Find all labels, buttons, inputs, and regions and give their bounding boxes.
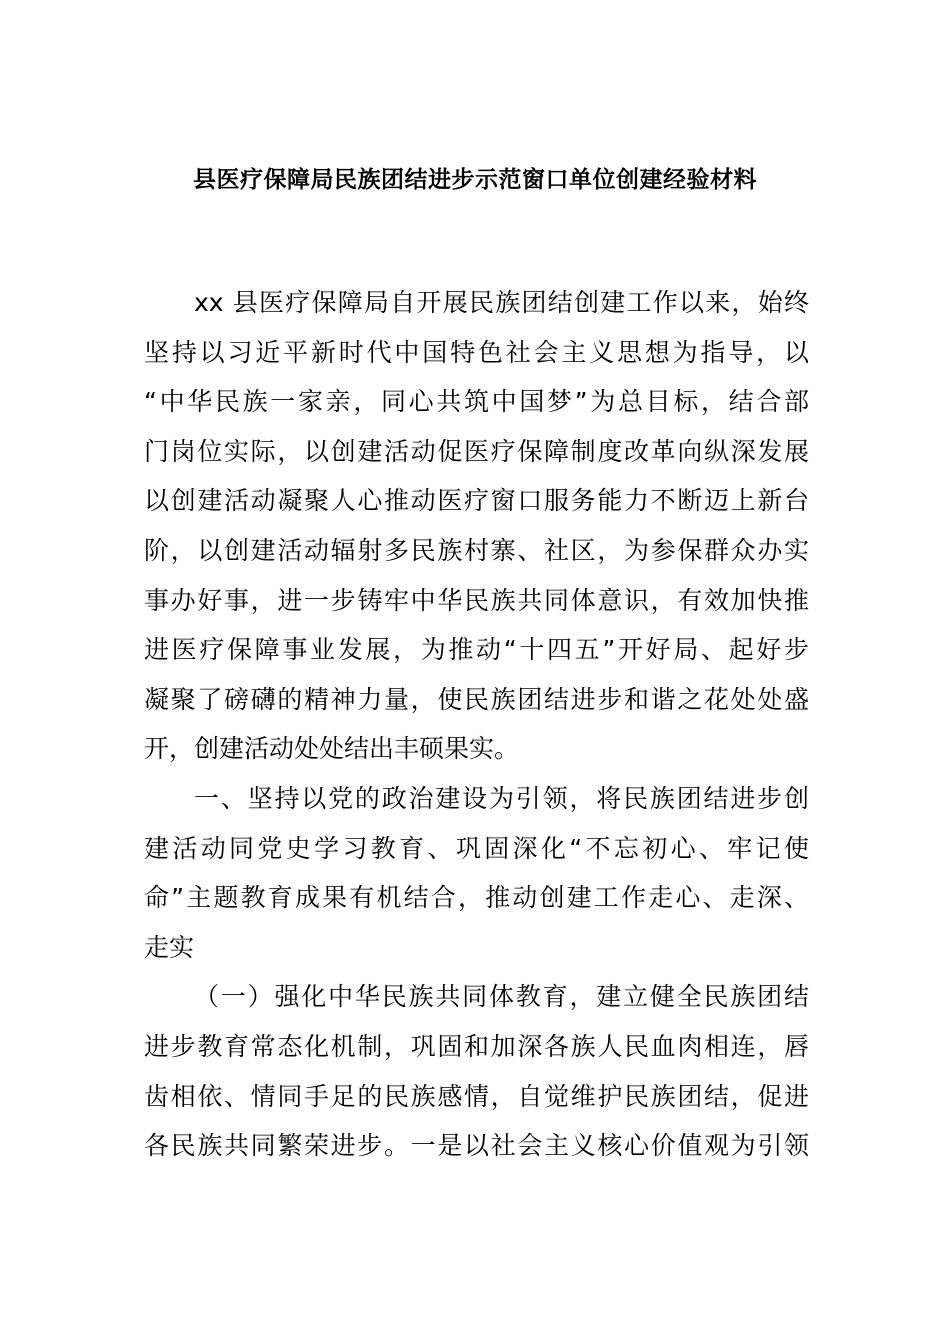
document-title: 县医疗保障局民族团结进步示范窗口单位创建经验材料 [193,167,757,193]
paragraph-line: 阶，以创建活动辐射多民族村寨、社区，为参保群众办实 [144,535,809,565]
paragraph-line: 凝聚了磅礴的精神力量，使民族团结进步和谐之花处处盛 [144,684,809,714]
paragraph-line: “中华民族一家亲，同心共筑中国梦”为总目标，结合部 [144,387,809,417]
paragraph-line: 进医疗保障事业发展，为推动“十四五”开好局、起好步 [144,635,809,665]
paragraph-line: 各民族共同繁荣进步。一是以社会主义核心价值观为引领 [144,1131,809,1161]
paragraph-line: 事办好事，进一步铸牢中华民族共同体意识，有效加快推 [144,585,809,615]
paragraph-line: 门岗位实际，以创建活动促医疗保障制度改革向纵深发展 [144,436,809,466]
section-heading-line: 命”主题教育成果有机结合，推动创建工作走心、走深、 [144,883,809,913]
section-heading-line: 走实 [144,932,195,962]
paragraph-line: 齿相依、情同手足的民族感情，自觉维护民族团结，促进 [144,1081,809,1111]
document-body [144,278,809,1171]
section-heading-line: 建活动同党史学习教育、巩固深化“不忘初心、牢记使 [144,833,809,863]
paragraph-line: 进步教育常态化机制，巩固和加深各族人民血肉相连，唇 [144,1031,809,1061]
paragraph-line: xx 县医疗保障局自开展民族团结创建工作以来，始终 [194,288,809,317]
paragraph-line: 坚持以习近平新时代中国特色社会主义思想为指导，以 [144,337,809,367]
paragraph-line: 以创建活动凝聚人心推动医疗窗口服务能力不断迈上新台 [144,486,809,516]
section-heading-line: 一、坚持以党的政治建设为引领，将民族团结进步创 [194,783,809,813]
paragraph-line: （一）强化中华民族共同体教育，建立健全民族团结 [194,982,809,1012]
paragraph-line: 开，创建活动处处结出丰硕果实。 [144,734,520,764]
